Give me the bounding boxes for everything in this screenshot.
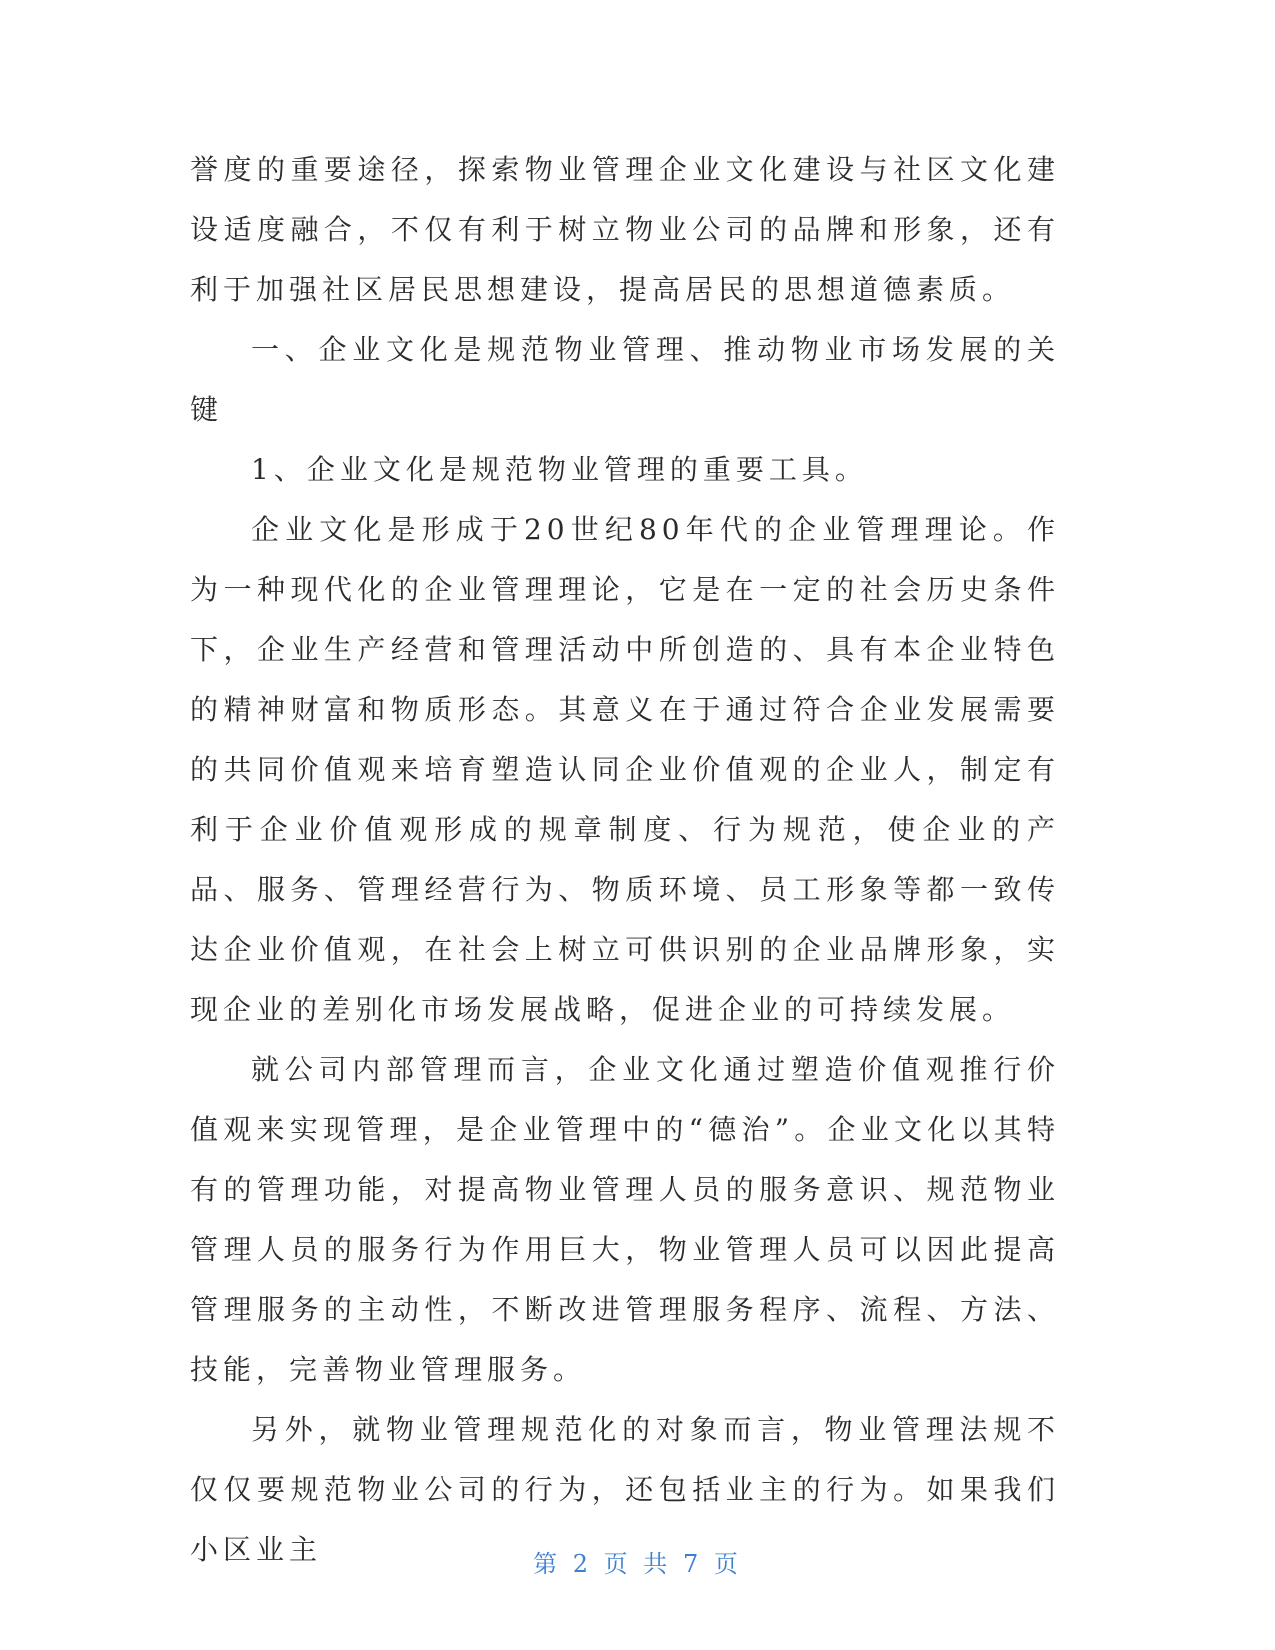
paragraph-regulation-objects: 另外，就物业管理规范化的对象而言，物业管理法规不仅仅要规范物业公司的行为，还包括业主的行为。如果我们小区业主 bbox=[190, 1413, 1060, 1566]
paragraph-corporate-culture-definition: 企业文化是形成于20世纪80年代的企业管理理论。作为一种现代化的企业管理理论，它是在一定的社会历史条件下，企业生产经营和管理活动中所创造的、具有本企业特色的精神财富和物质形态。其意义在于通过符合企业发展需要的共同价值观来培育塑造认同企业价值观的企业人，制定有利于企业价值观形成的规章制度、行为规范，使企业的产品、服务、管理经营行为、物质环境、员工形象等都一致传达企业价值观，在社会上树立可供识别的企业品牌形象，实现企业的差别化市场发展战略，促进企业的可持续发展。 bbox=[190, 513, 1060, 1026]
document-body bbox=[190, 140, 1060, 1580]
paragraph-continuation: 誉度的重要途径，探索物业管理企业文化建设与社区文化建设适度融合，不仅有利于树立物业公司的品牌和形象，还有利于加强社区居民思想建设，提高居民的思想道德素质。 bbox=[190, 153, 1060, 306]
section-heading: 一、企业文化是规范物业管理、推动物业市场发展的关键 bbox=[190, 333, 1060, 426]
paragraph-internal-management: 就公司内部管理而言，企业文化通过塑造价值观推行价值观来实现管理，是企业管理中的“德治”。企业文化以其特有的管理功能，对提高物业管理人员的服务意识、规范物业管理人员的服务行为作用巨大，物业管理人员可以因此提高管理服务的主动性，不断改进管理服务程序、流程、方法、技能，完善物业管理服务。 bbox=[190, 1053, 1060, 1386]
subsection-heading: 1、企业文化是规范物业管理的重要工具。 bbox=[251, 453, 868, 486]
page-number-footer: 第 2 页 共 7 页 bbox=[533, 1550, 742, 1578]
